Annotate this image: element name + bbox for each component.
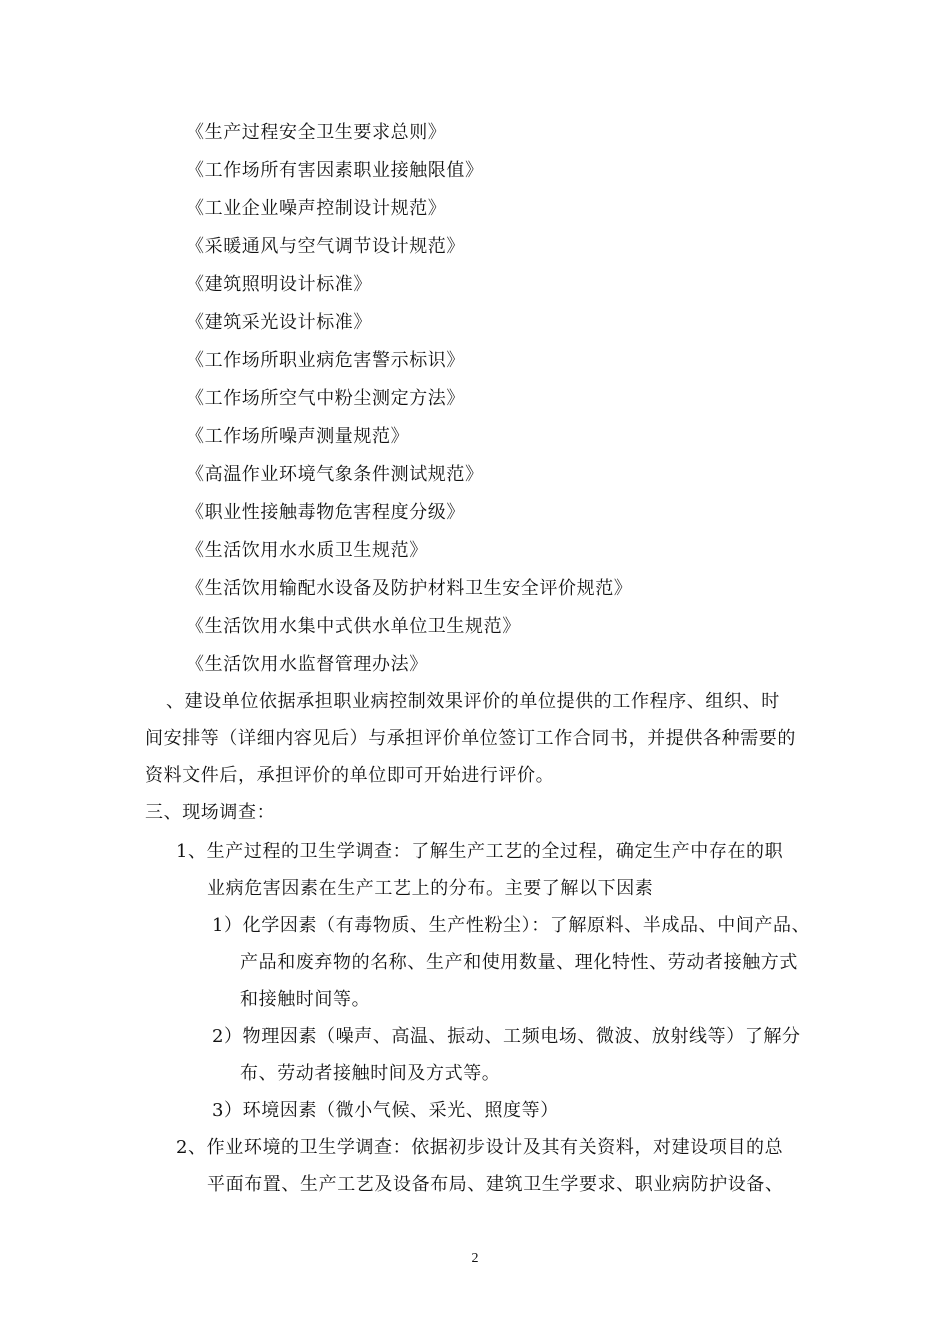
paragraph-line: 间安排等（详细内容见后）与承担评价单位签订工作合同书，并提供各种需要的 <box>145 728 796 749</box>
list-item-line: 业病危害因素在生产工艺上的分布。主要了解以下因素 <box>207 878 654 899</box>
standard-item: 《采暖通风与空气调节设计规范》 <box>186 236 465 257</box>
standard-item: 《高温作业环境气象条件测试规范》 <box>186 464 484 485</box>
standard-item: 《工作场所有害因素职业接触限值》 <box>186 160 484 181</box>
paragraph-line: 、建设单位依据承担职业病控制效果评价的单位提供的工作程序、组织、时 <box>166 691 780 712</box>
standard-item: 《建筑照明设计标准》 <box>186 274 372 295</box>
standard-item: 《生活饮用输配水设备及防护材料卫生安全评价规范》 <box>186 578 633 599</box>
sub-item-line: 产品和废弃物的名称、生产和使用数量、理化特性、劳动者接触方式 <box>240 952 798 973</box>
standard-item: 《生活饮用水水质卫生规范》 <box>186 540 428 561</box>
standard-item: 《工作场所噪声测量规范》 <box>186 426 410 447</box>
standard-item: 《生产过程安全卫生要求总则》 <box>186 122 447 143</box>
standard-item: 《建筑采光设计标准》 <box>186 312 372 333</box>
list-item-line: 平面布置、生产工艺及设备布局、建筑卫生学要求、职业病防护设备、 <box>207 1174 784 1195</box>
section-heading: 三、现场调查： <box>145 802 276 823</box>
standard-item: 《工业企业噪声控制设计规范》 <box>186 198 447 219</box>
sub-item-line: 和接触时间等。 <box>240 989 371 1010</box>
list-item-line: 1、生产过程的卫生学调查：了解生产工艺的全过程，确定生产中存在的职 <box>176 841 784 862</box>
standard-item: 《工作场所空气中粉尘测定方法》 <box>186 388 465 409</box>
page-number: 2 <box>471 1251 479 1266</box>
paragraph-line: 资料文件后，承担评价的单位即可开始进行评价。 <box>145 765 555 786</box>
sub-item-line: 3）环境因素（微小气候、采光、照度等） <box>212 1100 559 1121</box>
sub-item-line: 2）物理因素（噪声、高温、振动、工频电场、微波、放射线等）了解分 <box>212 1026 801 1047</box>
standard-item: 《生活饮用水集中式供水单位卫生规范》 <box>186 616 521 637</box>
sub-item-line: 1）化学因素（有毒物质、生产性粉尘）：了解原料、半成品、中间产品、 <box>212 915 811 936</box>
sub-item-line: 布、劳动者接触时间及方式等。 <box>240 1063 501 1084</box>
standard-item: 《职业性接触毒物危害程度分级》 <box>186 502 465 523</box>
standard-item: 《工作场所职业病危害警示标识》 <box>186 350 465 371</box>
standard-item: 《生活饮用水监督管理办法》 <box>186 654 428 675</box>
list-item-line: 2、作业环境的卫生学调查：依据初步设计及其有关资料，对建设项目的总 <box>176 1137 784 1158</box>
